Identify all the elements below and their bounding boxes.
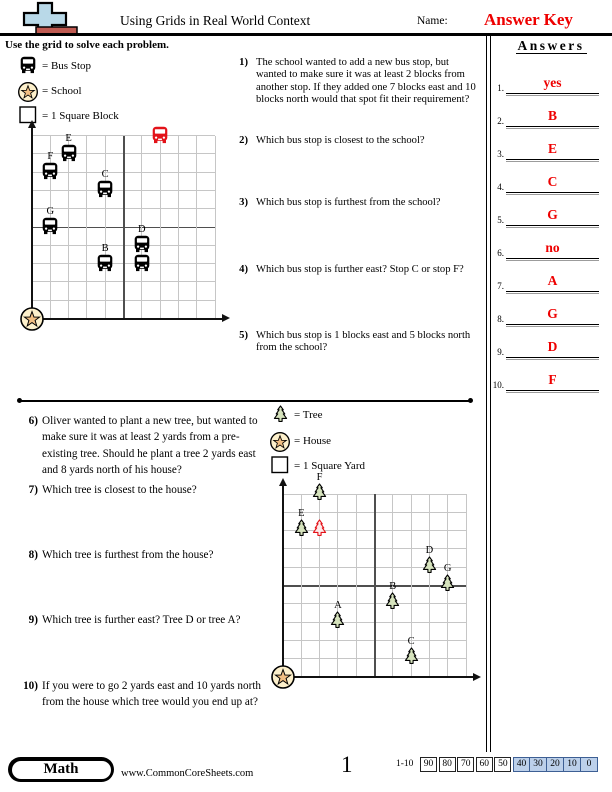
proposed-bus-stop-icon — [152, 126, 168, 144]
score-cell: 0 — [581, 757, 598, 772]
bus-stop-icon — [42, 217, 58, 235]
marker-label-E: E — [298, 508, 305, 520]
answer-number: 6. — [497, 248, 504, 258]
answer-value: A — [547, 273, 558, 288]
bus-stop-C — [97, 180, 113, 203]
answer-number: 7. — [497, 281, 504, 291]
question-number: 6) — [28, 415, 38, 427]
bus-stop-E — [61, 144, 77, 167]
marker-label-A: A — [334, 599, 342, 611]
legend-item-label: = Tree — [294, 409, 323, 421]
answer-blank-line — [506, 291, 599, 292]
answer-number: 4. — [497, 182, 504, 192]
bus-stop-D — [134, 235, 150, 258]
bus-stop-F — [42, 162, 58, 185]
answer-number: 5. — [497, 215, 504, 225]
answer-blank-line — [506, 192, 599, 193]
house-marker — [270, 664, 296, 695]
question-text: Which bus stop is closest to the school? — [256, 135, 425, 146]
tree-B — [384, 592, 401, 618]
marker-label-B: B — [389, 581, 397, 593]
answer-blank-line — [506, 126, 599, 127]
answer-blank-line — [506, 390, 599, 391]
score-cell: 90 — [420, 757, 437, 772]
proposed-bus-stop — [152, 126, 168, 149]
tree-F — [311, 483, 328, 509]
tree-icon — [421, 556, 438, 577]
bus-stop-icon — [61, 144, 77, 162]
question-number: 1) — [239, 57, 248, 68]
instructions: Use the grid to solve each problem. — [5, 39, 169, 51]
score-cell: 60 — [476, 757, 493, 772]
answer-number: 1. — [497, 83, 504, 93]
x-axis — [32, 318, 224, 320]
tree-A — [329, 611, 346, 637]
score-table — [420, 757, 598, 775]
score-cell: 50 — [494, 757, 511, 772]
page-number: 1 — [341, 752, 353, 777]
marker-label-C: C — [101, 169, 109, 181]
bus-stop-icon — [97, 254, 113, 272]
worksheet-title: Using Grids in Real World Context — [120, 13, 311, 28]
question-text: Which tree is further east? Tree D or tree A? — [42, 614, 241, 626]
x-axis-arrow — [473, 673, 481, 681]
marker-label-B: B — [101, 242, 109, 254]
tree-icon — [439, 574, 456, 595]
school-marker — [19, 306, 45, 337]
y-axis-arrow — [28, 120, 36, 128]
marker-label-F: F — [47, 151, 54, 163]
score-cell: 40 — [513, 757, 530, 772]
bus-stop-B — [97, 254, 113, 277]
question-text: Which tree is closest to the house? — [42, 484, 197, 496]
question-number: 10) — [23, 680, 38, 692]
answer-blank-line — [506, 258, 599, 259]
proposed-tree-icon — [311, 519, 328, 540]
answer-blank-line — [506, 93, 599, 94]
proposed-tree — [311, 519, 328, 545]
marker-label-G: G — [46, 206, 55, 217]
x-axis — [283, 676, 475, 678]
answers-title: Answers — [517, 38, 585, 53]
question-text: Which bus stop is 1 blocks east and 5 blocks north from the school? — [256, 330, 471, 354]
subject-badge — [8, 757, 114, 782]
question-number: 7) — [28, 484, 38, 496]
marker-label-E: E — [65, 132, 72, 144]
score-cell: 10 — [564, 757, 581, 772]
answer-number: 8. — [497, 314, 504, 324]
question-text: Which bus stop is further east? Stop C or stop F? — [256, 264, 464, 275]
question-text: If you were to go 2 yards east and 10 yards north from the house which tree would you end up at? — [42, 680, 262, 709]
answer-number: 3. — [497, 149, 504, 159]
subject-label: Math — [12, 761, 111, 779]
answer-blank-line — [506, 324, 599, 325]
answer-blank-line — [506, 357, 599, 358]
question-number: 3) — [239, 197, 248, 208]
tree-C — [403, 647, 420, 673]
answer-number: 9. — [497, 347, 504, 357]
answer-value: B — [547, 108, 557, 123]
score-cell: 20 — [547, 757, 564, 772]
question-number: 4) — [239, 264, 248, 275]
question-number: 8) — [28, 549, 38, 561]
y-axis-arrow — [279, 478, 287, 486]
question-text: The school wanted to add a new bus stop, but wanted to make sure it was at least 2 blocks from another stop. If they added one 7 blocks east and 10 blocks north would that spot fit their requirement? — [256, 57, 476, 106]
name-label: Name: — [417, 15, 448, 27]
x-axis-arrow — [222, 314, 230, 322]
answer-value: E — [547, 141, 557, 156]
question-number: 9) — [28, 614, 38, 626]
tree-E — [293, 519, 310, 545]
bus-stop-G — [42, 217, 58, 240]
question-text: Oliver wanted to plant a new tree, but wanted to make sure it was at least 2 yards from a pre-existing tree. Should he plant a tree 2 yards east and 8 yards north of his house? — [42, 415, 258, 477]
score-cell: 30 — [530, 757, 547, 772]
answer-value: yes — [543, 75, 562, 90]
question-number: 5) — [239, 330, 248, 341]
bus-stop-icon — [134, 235, 150, 253]
star-circle-icon — [19, 306, 45, 332]
marker-label-D: D — [425, 544, 434, 556]
legend-item-label: = Bus Stop — [42, 60, 91, 72]
answer-number: 10. — [492, 380, 504, 390]
answer-value: G — [547, 207, 558, 222]
answer-value: F — [548, 372, 557, 387]
legend-item-label: = School — [42, 85, 82, 97]
tree-icon — [384, 592, 401, 613]
answer-blank-line — [506, 159, 599, 160]
answer-key-text: Answer Key — [484, 10, 573, 29]
tree-icon — [293, 519, 310, 540]
score-cell: 70 — [457, 757, 474, 772]
legend-item-label: = 1 Square Yard — [294, 460, 365, 472]
legend-item-label: = 1 Square Block — [42, 110, 119, 122]
bus-stop-icon — [97, 180, 113, 198]
tree-D — [421, 556, 438, 582]
marker-label-F: F — [316, 471, 323, 483]
star-circle-icon — [270, 664, 296, 690]
score-range-label: 1-10 — [396, 759, 414, 769]
question-text: Which bus stop is furthest from the school? — [256, 197, 441, 208]
marker-label-C: C — [407, 636, 415, 648]
y-axis — [282, 485, 284, 677]
answer-value: C — [547, 174, 558, 189]
y-axis — [31, 127, 33, 319]
answer-value: no — [545, 240, 560, 255]
tree-G — [439, 574, 456, 600]
legend-item-label: = House — [294, 435, 332, 447]
website-text: www.CommonCoreSheets.com — [121, 768, 254, 779]
question-number: 2) — [239, 135, 248, 146]
tree-icon — [311, 483, 328, 504]
marker-label-D: D — [138, 224, 146, 236]
answer-value: G — [547, 306, 558, 321]
tree-icon — [403, 647, 420, 668]
answer-blank-line — [506, 225, 599, 226]
tree-icon — [329, 611, 346, 632]
answer-value: D — [547, 339, 558, 354]
answer-number: 2. — [497, 116, 504, 126]
marker-label-G: G — [443, 563, 452, 574]
question-text: Which tree is furthest from the house? — [42, 549, 214, 561]
score-cell: 80 — [439, 757, 456, 772]
bus-stop-icon — [42, 162, 58, 180]
